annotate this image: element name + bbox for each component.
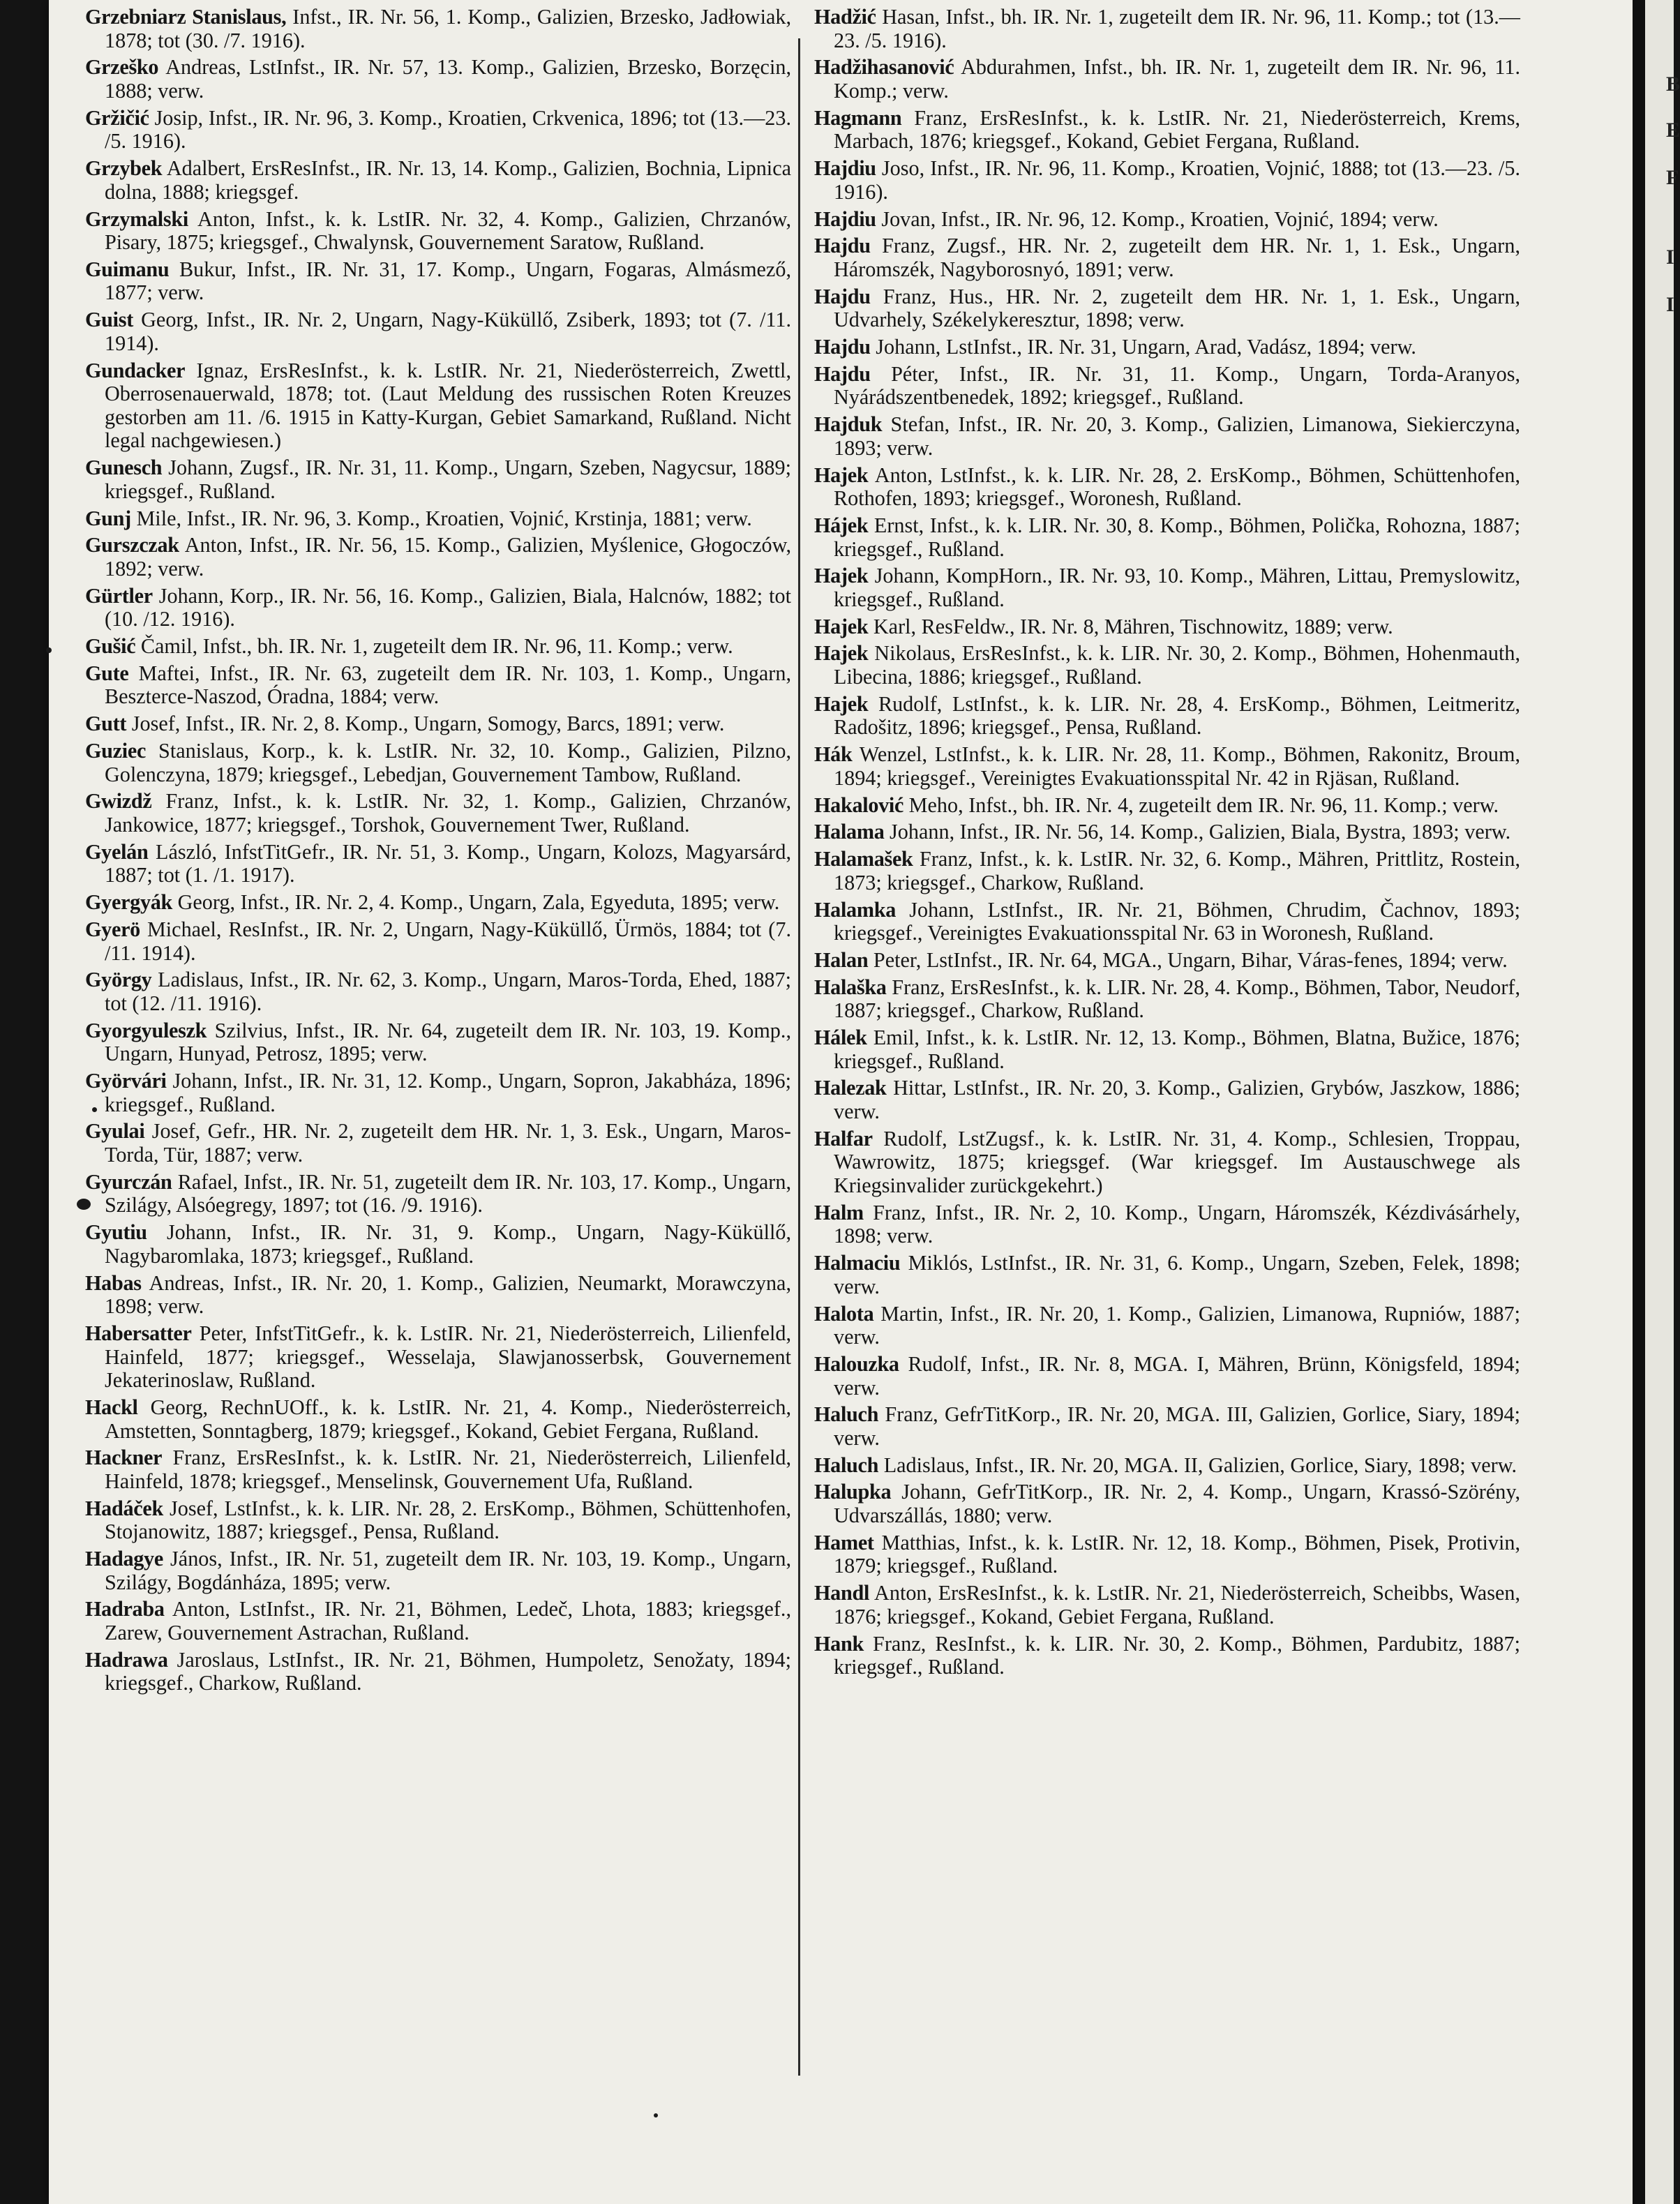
list-item [85, 1547, 791, 1594]
list-item [814, 285, 1520, 332]
entry-details: Wenzel, LstInfst., k. k. LIR. Nr. 28, 11. Komp., Böhmen, Rakonitz, Broum, 1894; kriegsgef., Vereinigtes Evakuationsspital Nr. 42 in Rjäsan, Rußland. [834, 742, 1520, 790]
list-item [85, 456, 791, 503]
entry-details: Michael, ResInfst., IR. Nr. 2, Ungarn, Nagy-Küküllő, Ürmös, 1884; tot (7. /11. 1914). [105, 917, 791, 965]
list-item [85, 635, 791, 659]
entry-details: Mile, Infst., IR. Nr. 96, 3. Komp., Kroatien, Vojnić, Krstinja, 1881; verw. [130, 506, 752, 530]
list-item [85, 968, 791, 1015]
entry-surname: Gržičić [85, 105, 149, 130]
entry-details: Peter, LstInfst., IR. Nr. 64, MGA., Ungarn, Bihar, Váras-fenes, 1894; verw. [868, 947, 1508, 972]
entry-surname: Habersatter [85, 1321, 192, 1345]
entry-details: Hasan, Infst., bh. IR. Nr. 1, zugeteilt dem IR. Nr. 96, 11. Komp.; tot (13.—23. /5. 1916). [834, 5, 1520, 52]
entry-surname: Gürtler [85, 583, 153, 608]
list-item [85, 1070, 791, 1116]
entry-details: Josip, Infst., IR. Nr. 96, 3. Komp., Kroatien, Crkvenica, 1896; tot (13.—23. /5. 1916). [105, 105, 791, 153]
list-item [85, 208, 791, 255]
entry-details: Meho, Infst., bh. IR. Nr. 4, zugeteilt dem IR. Nr. 96, 11. Komp.; verw. [903, 793, 1499, 817]
entry-details: Franz, ErsResInfst., k. k. LIR. Nr. 28, 4. Komp., Böhmen, Tabor, Neudorf, 1887; kriegsgef., Charkow, Rußland. [834, 975, 1520, 1023]
entry-details: Joso, Infst., IR. Nr. 96, 11. Komp., Kroatien, Vojnić, 1888; tot (13.—23. /5. 1916). [834, 156, 1520, 204]
list-item [814, 899, 1520, 945]
entry-details: Johann, Infst., IR. Nr. 31, 12. Komp., Ungarn, Sopron, Jakabháza, 1896; kriegsgef., Rußland. [105, 1069, 791, 1116]
list-item [814, 107, 1520, 153]
entry-surname: Hank [814, 1631, 864, 1656]
list-item [814, 1403, 1520, 1450]
entry-surname: Halamka [814, 897, 896, 922]
entry-details: Franz, ErsResInfst., k. k. LstIR. Nr. 21, Niederösterreich, Krems, Marbach, 1876; kriegsgef., Kokand, Gebiet Fergana, Rußland. [834, 105, 1520, 153]
entry-surname: Grzybek [85, 156, 163, 181]
entry-surname: Grzeško [85, 55, 159, 80]
entry-details: Franz, Hus., HR. Nr. 2, zugeteilt dem HR. Nr. 1, 1. Esk., Ungarn, Udvarhely, Székelykeresztur, 1898; verw. [834, 284, 1520, 332]
list-item [85, 585, 791, 631]
entry-details: Anton, Infst., IR. Nr. 56, 15. Komp., Galizien, Myślenice, Głogoczów, 1892; verw. [105, 533, 791, 580]
entry-details: Martin, Infst., IR. Nr. 20, 1. Komp., Galizien, Limanowa, Rupniów, 1887; verw. [834, 1301, 1520, 1349]
entry-details: Andreas, Infst., IR. Nr. 20, 1. Komp., Galizien, Neumarkt, Morawczyna, 1898; verw. [105, 1270, 791, 1319]
entry-details: Abdurahmen, Infst., bh. IR. Nr. 1, zugeteilt dem IR. Nr. 96, 11. Komp.; verw. [834, 55, 1520, 103]
list-item [85, 6, 791, 52]
entry-surname: Hadraba [85, 1597, 165, 1621]
entry-details: Adalbert, ErsResInfst., IR. Nr. 13, 14. Komp., Galizien, Bochnia, Lipnica dolna, 1888; kriegsgef. [105, 156, 791, 204]
ink-speck-icon [46, 647, 52, 653]
entry-details: Ladislaus, Infst., IR. Nr. 62, 3. Komp., Ungarn, Maros-Torda, Ehed, 1887; tot (12. /11. 1916). [105, 968, 791, 1015]
entry-details: Josef, LstInfst., k. k. LIR. Nr. 28, 2. ErsKomp., Böhmen, Schüttenhofen, Stojanowitz, 1887; kriegsgef., Pensa, Rußland. [105, 1496, 791, 1544]
entry-surname: Halm [814, 1200, 864, 1224]
entry-details: László, InfstTitGefr., IR. Nr. 51, 3. Komp., Ungarn, Kolozs, Magyarsárd, 1887; tot (1. /1. 1917). [105, 839, 791, 887]
entry-details: Rafael, Infst., IR. Nr. 51, zugeteilt dem IR. Nr. 103, 17. Komp., Ungarn, Szilágy, Alsóegregy, 1897; tot (16. /9. 1916). [105, 1169, 791, 1217]
entry-details: Anton, Infst., k. k. LstIR. Nr. 32, 4. Komp., Galizien, Chrzanów, Pisary, 1875; kriegsgef., Chwalynsk, Gouvernement Saratow, Rußland. [105, 207, 791, 255]
entry-surname: Halupka [814, 1480, 892, 1504]
list-item [85, 918, 791, 965]
entry-details: Johann, KompHorn., IR. Nr. 93, 10. Komp., Mähren, Littau, Premyslowitz, kriegsgef., Rußland. [834, 564, 1520, 611]
list-item [814, 564, 1520, 611]
list-item [814, 949, 1520, 973]
entry-details: Franz, GefrTitKorp., IR. Nr. 20, MGA. III, Galizien, Gorlice, Siary, 1894; verw. [834, 1402, 1520, 1450]
entry-surname: Hajdu [814, 284, 871, 308]
list-item [814, 336, 1520, 359]
entry-surname: Hadžihasanović [814, 55, 954, 80]
list-item [814, 1252, 1520, 1298]
entry-details: Anton, ErsResInfst., k. k. LstIR. Nr. 21, Niederösterreich, Scheibbs, Wasen, 1876; kriegsgef., Kokand, Gebiet Fergana, Rußland. [834, 1581, 1520, 1628]
entry-surname: Hajek [814, 614, 869, 638]
entry-surname: Hadžić [814, 5, 876, 29]
entry-details: Georg, Infst., IR. Nr. 2, Ungarn, Nagy-Küküllő, Zsiberk, 1893; tot (7. /11. 1914). [105, 308, 791, 355]
edge-letter: I [1666, 293, 1674, 316]
entry-details: Rudolf, LstZugsf., k. k. LstIR. Nr. 31, 4. Komp., Schlesien, Troppau, Wawrowitz, 1875; kriegsgef. (War kriegsgef. Im Austauschwege als Kriegsinvalider zurückgekehrt.) [834, 1126, 1520, 1197]
entry-surname: Haluch [814, 1453, 879, 1477]
list-item [814, 1077, 1520, 1123]
list-item [814, 1303, 1520, 1349]
list-item [85, 1446, 791, 1493]
entry-surname: Gunesch [85, 456, 163, 480]
list-item [814, 1480, 1520, 1527]
entry-surname: Hák [814, 742, 853, 767]
entry-surname: Hackner [85, 1446, 163, 1470]
entry-details: Andreas, LstInfst., IR. Nr. 57, 13. Komp., Galizien, Brzesko, Borzęcin, 1888; verw. [105, 55, 791, 103]
entry-details: Karl, ResFeldw., IR. Nr. 8, Mähren, Tischnowitz, 1889; verw. [868, 614, 1393, 638]
entry-details: Anton, LstInfst., IR. Nr. 21, Böhmen, Ledeč, Lhota, 1883; kriegsgef., Zarew, Gouvernement Astrachan, Rußland. [105, 1597, 791, 1644]
list-item [85, 891, 791, 915]
edge-letter: I [1666, 246, 1674, 269]
left-column [85, 6, 791, 1699]
list-item [814, 1127, 1520, 1198]
list-item [85, 1171, 791, 1217]
entry-details: Josef, Gefr., HR. Nr. 2, zugeteilt dem HR. Nr. 1, 3. Esk., Ungarn, Maros-Torda, Tür, 1887; verw. [105, 1119, 791, 1167]
list-item [814, 56, 1520, 103]
entry-details: Miklós, LstInfst., IR. Nr. 31, 6. Komp., Ungarn, Szeben, Felek, 1898; verw. [834, 1251, 1520, 1298]
ink-speck-icon [654, 2113, 658, 2117]
adjacent-page-edge [1645, 0, 1674, 2204]
list-item [814, 514, 1520, 561]
list-item [814, 1633, 1520, 1679]
entry-details: Ladislaus, Infst., IR. Nr. 20, MGA. II, Galizien, Gorlice, Siary, 1898; verw. [878, 1453, 1517, 1477]
entry-surname: Hajdiu [814, 207, 876, 231]
entry-surname: Hackl [85, 1395, 138, 1419]
list-item [814, 464, 1520, 511]
list-item [814, 794, 1520, 818]
entry-surname: Grzymalski [85, 207, 188, 231]
entry-surname: Hálek [814, 1026, 867, 1050]
entry-details: Maftei, Infst., IR. Nr. 63, zugeteilt dem IR. Nr. 103, 1. Komp., Ungarn, Beszterce-Naszod, Óradna, 1884; verw. [105, 661, 791, 709]
list-item [85, 258, 791, 305]
entry-surname: Hajek [814, 641, 869, 666]
entry-surname: Györvári [85, 1069, 167, 1093]
list-item [85, 1649, 791, 1695]
list-item [814, 157, 1520, 204]
entry-surname: Guist [85, 308, 133, 332]
entry-surname: Hajek [814, 463, 869, 487]
entry-surname: Halaška [814, 975, 887, 999]
list-item [814, 1582, 1520, 1628]
entry-surname: Gyorgyuleszk [85, 1018, 207, 1042]
entry-surname: Halan [814, 947, 869, 972]
entry-details: Johann, Korp., IR. Nr. 56, 16. Komp., Galizien, Biala, Halcnów, 1882; tot (10. /12. 1916). [105, 583, 791, 631]
entry-details: Stefan, Infst., IR. Nr. 20, 3. Komp., Galizien, Limanowa, Siekierczyna, 1893; verw. [834, 412, 1520, 460]
ink-blot-icon [77, 1199, 91, 1210]
list-item [85, 1120, 791, 1167]
entry-details: Franz, ErsResInfst., k. k. LstIR. Nr. 21, Niederösterreich, Lilienfeld, Hainfeld, 1878; kriegsgef., Menselinsk, Gouvernement Ufa, Rußland. [105, 1446, 791, 1493]
list-item [85, 1396, 791, 1443]
list-item [85, 662, 791, 709]
list-item [85, 1221, 791, 1268]
entry-details: Szilvius, Infst., IR. Nr. 64, zugeteilt dem IR. Nr. 103, 19. Komp., Ungarn, Hunyad, Petrosz, 1895; verw. [105, 1018, 791, 1066]
list-item [814, 208, 1520, 232]
entry-surname: Grzebniarz Stanislaus, [85, 5, 287, 29]
entry-details: Anton, LstInfst., k. k. LIR. Nr. 28, 2. ErsKomp., Böhmen, Schüttenhofen, Rothofen, 1893; kriegsgef., Woronesh, Rußland. [834, 463, 1520, 511]
entry-surname: Gunj [85, 506, 131, 530]
edge-letter: B [1666, 73, 1680, 96]
entry-surname: Hajdu [814, 234, 871, 258]
entry-surname: Hajdu [814, 361, 871, 386]
entry-surname: Hajdiu [814, 156, 876, 181]
entry-surname: Gyergyák [85, 890, 173, 915]
entry-details: Johann, GefrTitKorp., IR. Nr. 2, 4. Komp., Ungarn, Krassó-Szörény, Udvarszállás, 1880; verw. [834, 1480, 1520, 1528]
entry-details: Franz, Infst., k. k. LstIR. Nr. 32, 6. Komp., Mähren, Prittlitz, Rostein, 1873; kriegsgef., Charkow, Rußland. [834, 847, 1520, 894]
entry-surname: Hadagye [85, 1547, 163, 1571]
entry-details: Rudolf, LstInfst., k. k. LIR. Nr. 28, 4. ErsKomp., Böhmen, Leitmeritz, Radošitz, 1896; kriegsgef., Pensa, Rußland. [834, 691, 1520, 740]
entry-details: Franz, Infst., IR. Nr. 2, 10. Komp., Ungarn, Háromszék, Kézdivásárhely, 1898; verw. [834, 1200, 1520, 1248]
list-item [85, 1272, 791, 1319]
entry-details: Johann, LstInfst., IR. Nr. 21, Böhmen, Chrudim, Čachnov, 1893; kriegsgef., Vereinigtes Evakuationsspital Nr. 63 in Woronesh, Rußland. [834, 897, 1520, 945]
entry-surname: György [85, 968, 152, 992]
list-item [814, 413, 1520, 460]
entry-details: Bukur, Infst., IR. Nr. 31, 17. Komp., Ungarn, Fogaras, Almásmező, 1877; verw. [105, 257, 791, 305]
list-item [814, 1026, 1520, 1073]
entry-details: Jaroslaus, LstInfst., IR. Nr. 21, Böhmen, Humpoletz, Senožaty, 1894; kriegsgef., Charkow, Rußland. [105, 1647, 791, 1695]
list-item [85, 1019, 791, 1066]
entry-surname: Hagmann [814, 105, 902, 130]
entry-surname: Hajdu [814, 335, 871, 359]
entry-details: Nikolaus, ErsResInfst., k. k. LIR. Nr. 30, 2. Komp., Böhmen, Hohenmauth, Libecina, 1886; kriegsgef., Rußland. [834, 641, 1520, 689]
list-item [85, 157, 791, 204]
entry-surname: Gyutiu [85, 1220, 147, 1245]
entry-details: Johann, Infst., IR. Nr. 56, 14. Komp., Galizien, Biala, Bystra, 1893; verw. [884, 820, 1511, 844]
entry-details: Johann, Infst., IR. Nr. 31, 9. Komp., Ungarn, Nagy-Küküllő, Nagybaromlaka, 1873; kriegsgef., Rußland. [105, 1220, 791, 1268]
entry-details: Johann, Zugsf., IR. Nr. 31, 11. Komp., Ungarn, Szeben, Nagycsur, 1889; kriegsgef., Rußland. [105, 456, 791, 503]
list-item [814, 642, 1520, 689]
entry-details: Franz, ResInfst., k. k. LIR. Nr. 30, 2. Komp., Böhmen, Pardubitz, 1887; kriegsgef., Rußland. [834, 1631, 1520, 1679]
column-divider [798, 38, 800, 2076]
right-column [814, 6, 1520, 1683]
list-item [814, 1531, 1520, 1578]
list-item [85, 1598, 791, 1644]
entry-surname: Gušić [85, 634, 136, 659]
entry-details: Čamil, Infst., bh. IR. Nr. 1, zugeteilt dem IR. Nr. 96, 11. Komp.; verw. [135, 634, 733, 659]
list-item [814, 363, 1520, 410]
list-item [85, 712, 791, 736]
entry-details: Peter, InfstTitGefr., k. k. LstIR. Nr. 21, Niederösterreich, Lilienfeld, Hainfeld, 1877; kriegsgef., Wesselaja, Slawjanosserbsk, Gouvernement Jekaterinoslaw, Rußland. [105, 1321, 791, 1393]
entry-surname: Hájek [814, 513, 869, 537]
list-item [814, 234, 1520, 281]
list-item [85, 1497, 791, 1544]
entry-details: Johann, LstInfst., IR. Nr. 31, Ungarn, Arad, Vadász, 1894; verw. [870, 335, 1416, 359]
list-item [85, 308, 791, 355]
list-item [85, 534, 791, 580]
entry-surname: Halfar [814, 1126, 873, 1150]
entry-details: Infst., IR. Nr. 56, 1. Komp., Galizien, Brzesko, Jadłowiak, 1878; tot (30. /7. 1916). [105, 5, 792, 52]
entry-surname: Gurszczak [85, 533, 179, 557]
entry-surname: Halmaciu [814, 1251, 901, 1275]
entry-details: Péter, Infst., IR. Nr. 31, 11. Komp., Ungarn, Torda-Aranyos, Nyárádszentbenedek, 1892; kriegsgef., Rußland. [834, 361, 1520, 410]
entry-surname: Habas [85, 1270, 142, 1295]
entry-details: Rudolf, Infst., IR. Nr. 8, MGA. I, Mähren, Brünn, Königsfeld, 1894; verw. [834, 1351, 1520, 1400]
entry-details: Matthias, Infst., k. k. LstIR. Nr. 12, 18. Komp., Böhmen, Pisek, Protivin, 1879; kriegsgef., Rußland. [834, 1530, 1520, 1578]
ink-speck-icon [92, 1107, 97, 1112]
list-item [814, 848, 1520, 894]
entry-details: Hittar, LstInfst., IR. Nr. 20, 3. Komp., Galizien, Grybów, Jaszkow, 1886; verw. [834, 1076, 1520, 1124]
entry-details: Franz, Infst., k. k. LstIR. Nr. 32, 1. Komp., Galizien, Chrzanów, Jankowice, 1877; kriegsgef., Torshok, Gouvernement Twer, Rußland. [105, 789, 791, 837]
entry-surname: Gundacker [85, 358, 186, 382]
edge-letter: F [1666, 166, 1679, 189]
list-item [814, 693, 1520, 740]
entry-surname: Hadáček [85, 1496, 163, 1520]
entry-surname: Haluch [814, 1402, 879, 1427]
list-item [85, 359, 791, 453]
list-item [814, 615, 1520, 639]
entry-surname: Guziec [85, 739, 147, 763]
entry-details: Emil, Infst., k. k. LstIR. Nr. 12, 13. Komp., Böhmen, Blatna, Bužice, 1876; kriegsgef., Rußland. [834, 1026, 1520, 1073]
list-item [814, 1454, 1520, 1478]
list-item [814, 1353, 1520, 1400]
list-item [814, 820, 1520, 844]
list-item [85, 841, 791, 887]
entry-surname: Halota [814, 1301, 874, 1326]
entry-surname: Hadrawa [85, 1647, 168, 1672]
list-item [814, 6, 1520, 52]
entry-surname: Halama [814, 820, 885, 844]
entry-details: Jovan, Infst., IR. Nr. 96, 12. Komp., Kroatien, Vojnić, 1894; verw. [876, 207, 1439, 231]
entry-details: János, Infst., IR. Nr. 51, zugeteilt dem IR. Nr. 103, 19. Komp., Ungarn, Szilágy, Bogdánháza, 1895; verw. [105, 1547, 791, 1594]
list-item [85, 1322, 791, 1393]
entry-surname: Gute [85, 661, 129, 685]
entry-surname: Hajek [814, 564, 869, 588]
list-item [85, 507, 791, 531]
entry-details: Ernst, Infst., k. k. LIR. Nr. 30, 8. Komp., Böhmen, Polička, Rohozna, 1887; kriegsgef., Rußland. [834, 513, 1520, 561]
entry-surname: Gyurczán [85, 1169, 172, 1194]
entry-surname: Handl [814, 1581, 870, 1605]
entry-surname: Hamet [814, 1530, 874, 1554]
entry-details: Ignaz, ErsResInfst., k. k. LstIR. Nr. 21, Niederösterreich, Zwettl, Oberrosenauerwald, 1878; tot. (Laut Meldung des russischen Roten Kreuzes gestorben am 11. /6. 1915 in Katty-Kurgan, Gebiet Samarkand, Rußland. Nicht legal nachgewiesen.) [105, 358, 791, 453]
entry-surname: Guimanu [85, 257, 170, 281]
edge-letter: E [1666, 119, 1680, 142]
list-item [85, 107, 791, 153]
list-item [85, 740, 791, 786]
list-item [85, 790, 791, 837]
entry-surname: Hajek [814, 691, 869, 716]
entry-surname: Halouzka [814, 1351, 899, 1376]
entry-surname: Halezak [814, 1076, 887, 1100]
list-item [85, 56, 791, 103]
entry-details: Stanislaus, Korp., k. k. LstIR. Nr. 32, 10. Komp., Galizien, Pilzno, Golenczyna, 1879; kriegsgef., Lebedjan, Gouvernement Tambow, Rußland. [105, 739, 791, 786]
entry-surname: Gwizdž [85, 789, 152, 814]
entry-surname: Hakalović [814, 793, 904, 817]
entry-details: Josef, Infst., IR. Nr. 2, 8. Komp., Ungarn, Somogy, Barcs, 1891; verw. [126, 712, 725, 736]
entry-surname: Gutt [85, 712, 127, 736]
list-item [814, 1201, 1520, 1248]
entry-surname: Gyerö [85, 917, 140, 941]
entry-surname: Gyulai [85, 1119, 145, 1144]
entry-details: Georg, Infst., IR. Nr. 2, 4. Komp., Ungarn, Zala, Egyeduta, 1895; verw. [172, 890, 780, 915]
entry-surname: Hajduk [814, 412, 883, 437]
list-item [814, 976, 1520, 1023]
entry-details: Franz, Zugsf., HR. Nr. 2, zugeteilt dem HR. Nr. 1, 1. Esk., Ungarn, Háromszék, Nagyborosnyó, 1891; verw. [834, 234, 1520, 281]
entry-surname: Gyelán [85, 839, 149, 864]
list-item [814, 743, 1520, 790]
entry-details: Georg, RechnUOff., k. k. LstIR. Nr. 21, 4. Komp., Niederösterreich, Amstetten, Sonntagberg, 1879; kriegsgef., Kokand, Gebiet Fergana, Rußland. [105, 1395, 791, 1443]
entry-surname: Halamašek [814, 847, 913, 871]
